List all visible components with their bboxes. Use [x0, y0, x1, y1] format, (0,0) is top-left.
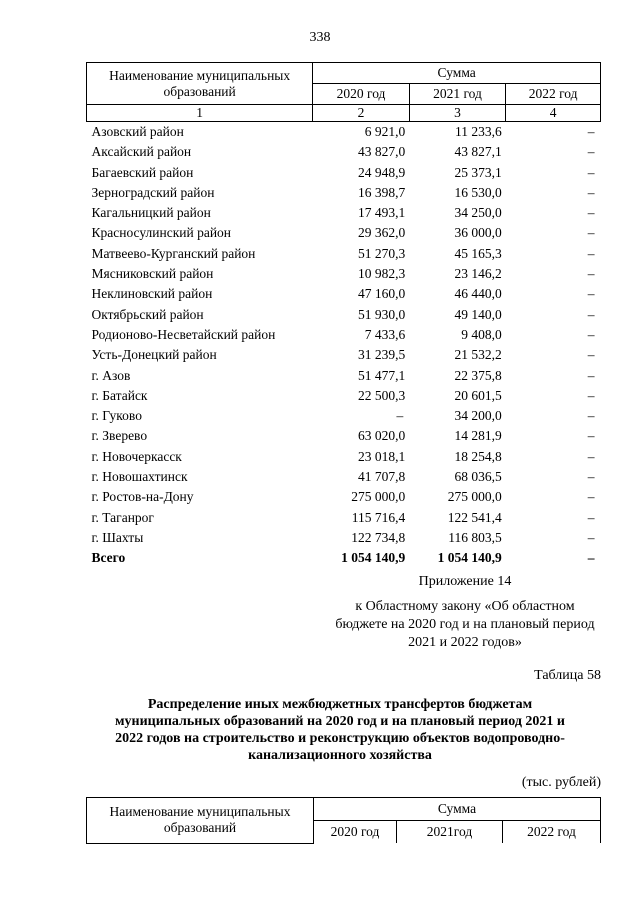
row-name: г. Зверево: [91, 428, 148, 444]
row-name: Красносулинский район: [91, 225, 232, 241]
row-2022: –: [587, 124, 595, 139]
row-2022: –: [587, 205, 595, 221]
col-number-1: 1: [87, 105, 313, 122]
annex-number: Приложение 14: [418, 574, 512, 589]
table-row: [87, 122, 601, 143]
row-2020: 29 362,0: [358, 225, 406, 241]
row-2022: –: [587, 306, 595, 322]
row-2022: –: [587, 367, 595, 383]
row-2020: 275 000,0: [351, 489, 406, 505]
table-row: [87, 284, 601, 304]
row-name: Матвеево-Курганский район: [91, 245, 256, 261]
annex-reference: к Областному закону «Об областном бюджете на 2020 год и на плановый период 2021 и 2022 годов»: [335, 599, 595, 650]
table-row: [87, 406, 601, 426]
row-2022: –: [587, 286, 595, 302]
table-row: [87, 508, 601, 528]
total-2022: –: [587, 550, 595, 566]
row-2020: 7 433,6: [364, 326, 406, 342]
row-2020: 6 921,0: [364, 124, 406, 139]
row-name: Кагальницкий район: [91, 205, 211, 221]
table-row: [87, 183, 601, 203]
row-2022: –: [587, 469, 595, 485]
row-2021: 25 373,1: [454, 164, 502, 180]
transfers-table-2-header: [86, 797, 601, 844]
row-name: Аксайский район: [91, 144, 192, 160]
page-number: 338: [309, 30, 331, 45]
row-2022: –: [587, 144, 595, 160]
row-name: Родионово-Несветайский район: [91, 326, 276, 342]
document-title: Распределение иных межбюджетных трансфертов бюджетам муниципальных образований на 2020 год и на плановый период 2021 и 2022 годов на строительство и реконструкцию объектов водопроводно-канализационного хозяйства: [115, 697, 565, 763]
total-row: [87, 548, 601, 568]
header-year-2020: 2020 год: [313, 84, 409, 105]
row-2021: 16 530,0: [454, 184, 502, 200]
table-row: [87, 244, 601, 264]
transfers-table: [86, 62, 601, 569]
row-2021: 21 532,2: [454, 347, 502, 363]
table-row: [87, 487, 601, 507]
row-2020: 47 160,0: [358, 286, 406, 302]
table-row: [87, 467, 601, 487]
header-year-2022: 2022 год: [506, 84, 601, 105]
header-municipality-2: Наименование муниципальных образований: [87, 798, 314, 844]
row-2022: –: [587, 164, 595, 180]
table-row: [87, 325, 601, 345]
row-name: Азовский район: [91, 124, 184, 139]
row-name: г. Азов: [91, 367, 131, 383]
header-year-2021-2: 2021год: [397, 821, 503, 844]
row-2020: 63 020,0: [358, 428, 406, 444]
row-2022: –: [587, 326, 595, 342]
table-row: [87, 366, 601, 386]
header-municipality: Наименование муниципальных образований: [87, 63, 313, 105]
row-2022: –: [587, 509, 595, 525]
row-2021: 43 827,1: [454, 144, 502, 160]
table-row: [87, 203, 601, 223]
row-name: г. Новочеркасск: [91, 448, 182, 464]
row-2020: –: [396, 408, 404, 424]
row-2020: 51 477,1: [358, 367, 406, 383]
row-2022: –: [587, 489, 595, 505]
row-2022: –: [587, 387, 595, 403]
row-2021: 34 250,0: [454, 205, 502, 221]
row-2021: 14 281,9: [454, 428, 502, 444]
row-2020: 31 239,5: [358, 347, 406, 363]
row-2022: –: [587, 245, 595, 261]
row-2021: 36 000,0: [454, 225, 502, 241]
row-2020: 51 930,0: [358, 306, 406, 322]
table-row: [87, 345, 601, 365]
row-2020: 41 707,8: [358, 469, 406, 485]
row-name: Октябрьский район: [91, 306, 204, 322]
row-2021: 46 440,0: [454, 286, 502, 302]
row-2020: 17 493,1: [358, 205, 406, 221]
col-number-2: 2: [313, 105, 409, 122]
row-name: г. Ростов-на-Дону: [91, 489, 194, 505]
table-row: [87, 223, 601, 243]
row-2021: 18 254,8: [454, 448, 502, 464]
row-2020: 115 716,4: [351, 509, 406, 525]
table-row: [87, 447, 601, 467]
total-label: Всего: [91, 550, 126, 566]
row-name: Неклиновский район: [91, 286, 213, 302]
units-label: (тыс. рублей): [521, 775, 601, 790]
row-2020: 24 948,9: [358, 164, 406, 180]
row-2021: 49 140,0: [454, 306, 502, 322]
row-2021: 22 375,8: [454, 367, 502, 383]
row-2022: –: [587, 448, 595, 464]
row-2020: 43 827,0: [358, 144, 406, 160]
row-2022: –: [587, 529, 595, 545]
row-2020: 10 982,3: [358, 266, 406, 282]
row-2020: 51 270,3: [358, 245, 406, 261]
row-2021: 45 165,3: [454, 245, 502, 261]
row-2022: –: [587, 184, 595, 200]
header-year-2022-2: 2022 год: [503, 821, 601, 844]
row-2022: –: [587, 225, 595, 241]
row-2021: 275 000,0: [447, 489, 502, 505]
row-name: г. Новошахтинск: [91, 469, 188, 485]
row-2021: 20 601,5: [454, 387, 502, 403]
row-2021: 23 146,2: [454, 266, 502, 282]
table-row: [87, 426, 601, 446]
row-name: г. Таганрог: [91, 509, 154, 525]
row-2022: –: [587, 266, 595, 282]
row-2022: –: [587, 347, 595, 363]
table-row: [87, 142, 601, 162]
row-name: г. Батайск: [91, 387, 148, 403]
total-2021: 1 054 140,9: [437, 550, 502, 566]
row-2021: 116 803,5: [448, 529, 502, 545]
row-name: Усть-Донецкий район: [91, 347, 217, 363]
row-2020: 16 398,7: [358, 184, 406, 200]
col-number-3: 3: [409, 105, 505, 122]
row-name: Багаевский район: [91, 164, 194, 180]
row-2021: 68 036,5: [454, 469, 502, 485]
row-name: Мясниковский район: [91, 266, 214, 282]
row-name: Зерноградский район: [91, 184, 215, 200]
row-2021: 34 200,0: [454, 408, 502, 424]
row-2021: 9 408,0: [461, 326, 502, 342]
row-2021: 11 233,6: [454, 124, 502, 139]
total-2020: 1 054 140,9: [341, 550, 406, 566]
header-year-2020-2: 2020 год: [314, 821, 397, 844]
row-2020: 122 734,8: [351, 529, 406, 545]
row-2020: 23 018,1: [358, 448, 406, 464]
row-2021: 122 541,4: [447, 509, 502, 525]
row-2022: –: [587, 428, 595, 444]
col-number-4: 4: [506, 105, 601, 122]
table-row: [87, 305, 601, 325]
table-row: [87, 163, 601, 183]
table-row: [87, 386, 601, 406]
header-sum: Сумма: [313, 63, 601, 84]
row-name: г. Шахты: [91, 529, 144, 545]
row-name: г. Гуково: [91, 408, 142, 424]
table-label: Таблица 58: [534, 668, 601, 683]
table-row: [87, 264, 601, 284]
row-2022: –: [587, 408, 595, 424]
header-year-2021: 2021 год: [409, 84, 505, 105]
row-2020: 22 500,3: [358, 387, 406, 403]
table-row: [87, 528, 601, 548]
header-sum-2: Сумма: [314, 798, 601, 821]
